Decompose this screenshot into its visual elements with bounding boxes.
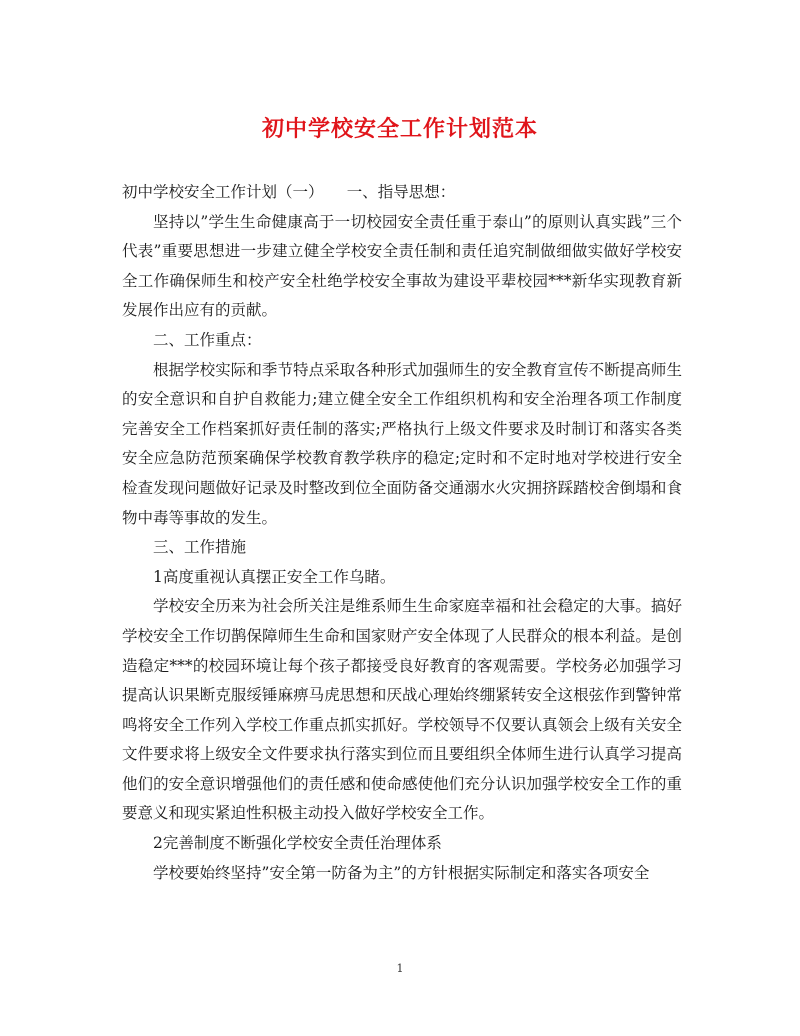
subheading-measure-1: 1高度重视认真摆正安全工作乌睹。	[153, 567, 396, 586]
paragraph-key-points: 根据学校实际和季节特点采取各种形式加强师生的安全教育宣传不断提高师生的安全意识和自护自救能力;建立健全安全工作组织机构和安全治理各项工作制度完善安全工作档案抓好责任制的落实;严格执行上级文件要求及时制订和落实各类安全应急防范预案确保学校教育教学秩序的稳定;定时和不定时地对学校进行安全检查发现问题做好记录及时整改到位全面防备交通溺水火灾拥挤踩踏校舍倒塌和食物中毒等事故的发生。	[122, 360, 682, 527]
paragraph-measure-2: 学校要始终坚持”安全第一防备为主”的方针根据实际制定和落实各项安全	[153, 863, 650, 882]
section-heading-measures: 三、工作措施	[153, 538, 247, 557]
paragraph-guiding-thought: 坚持以”学生生命健康高于一切校园安全责任重于泰山”的原则认真实践”三个代表”重要思想进一步建立健全学校安全责任制和责任追究制做细做实做好学校安全工作确保师生和校产安全杜绝学校安全事故为建设平辈校园***新华实现教育新发展作出应有的贡献。	[122, 212, 682, 320]
section-heading-key-points: 二、工作重点：	[153, 330, 262, 349]
document-title: 初中学校安全工作计划范本	[261, 116, 538, 142]
document-body	[122, 178, 682, 888]
paragraph-heading-intro: 初中学校安全工作计划（一） 一、指导思想：	[122, 183, 456, 201]
paragraph-measure-1: 学校安全历来为社会所关注是维系师生生命家庭幸福和社会稳定的大事。搞好学校安全工作切鹊保障师生生命和国家财产安全体现了人民群众的根本利益。是创造稳定***的校园环境让每个孩子都接受良好教育的客观需要。学校务必加强学习提高认识果断克服绥锤麻痹马虎思想和厌战心理始终绷紧转安全这根弦作到警钟常鸣将安全工作列入学校工作重点抓实抓好。学校领导不仅要认真领会上级有关安全文件要求将上级安全文件要求执行落实到位而且要组织全体师生进行认真学习提高他们的安全意识增强他们的责任感和使命感使他们充分认识加强学校安全工作的重要意义和现实紧迫性积极主动投入做好学校安全工作。	[122, 597, 682, 823]
subheading-measure-2: 2完善制度不断强化学校安全责任治理体系	[153, 834, 442, 853]
page-number: 1	[396, 962, 404, 975]
